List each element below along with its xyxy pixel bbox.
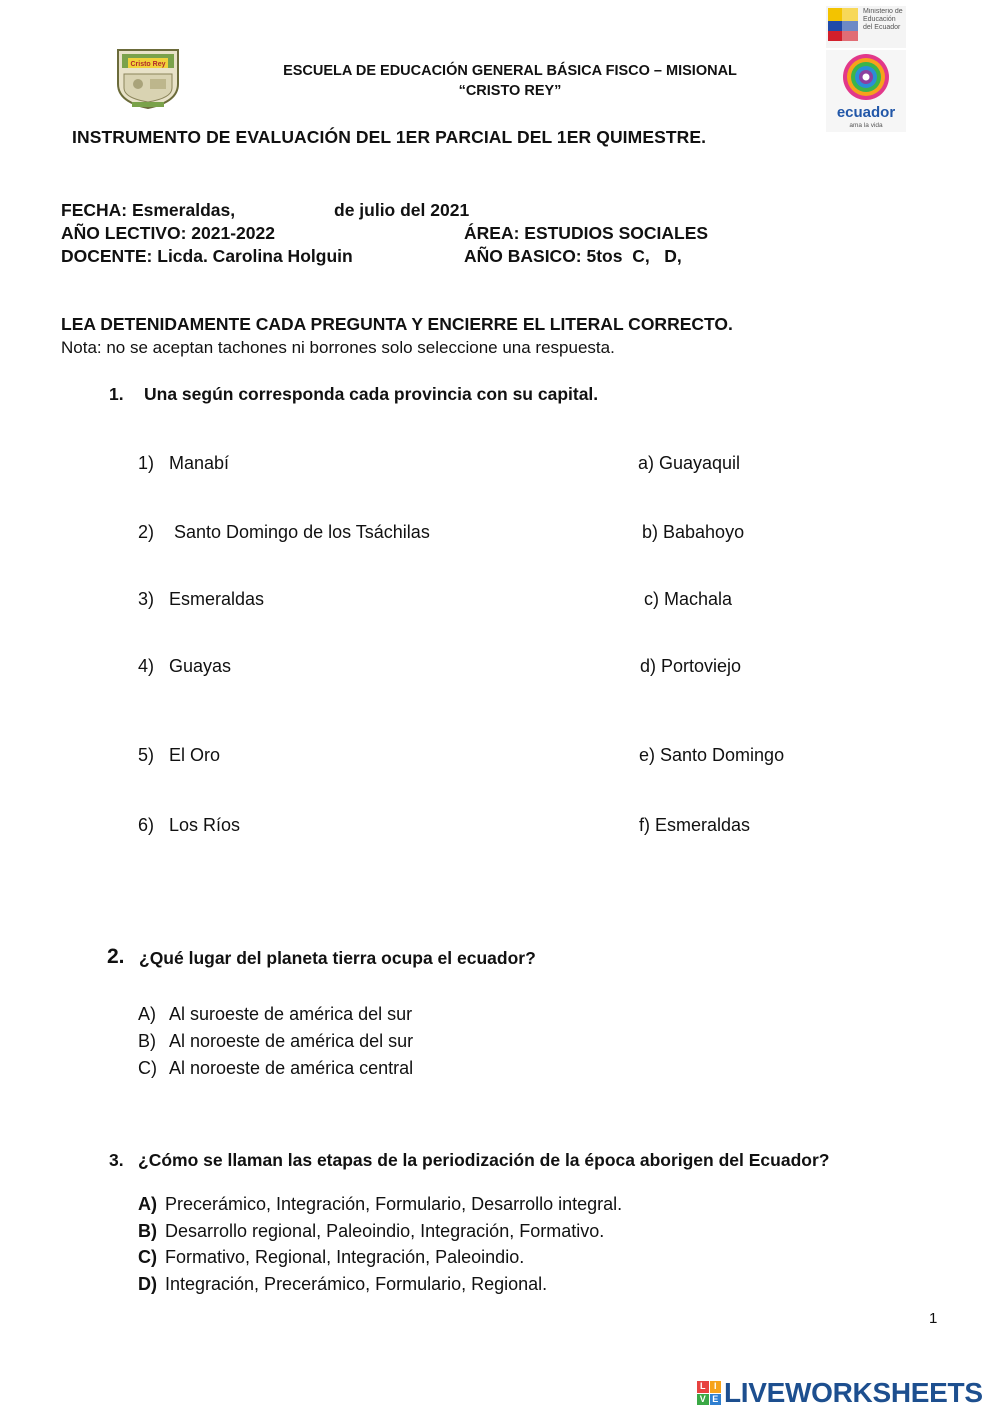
school-name-line2: “CRISTO REY” [458,83,562,99]
q1-left-num: 4) [138,656,155,676]
q2-option-letter: C) [138,1058,157,1078]
ecuador-logo [826,50,906,132]
q1-right-item[interactable]: f) Esmeraldas [639,815,751,835]
q1-left-item[interactable]: Manabí [169,453,230,473]
q2-text: ¿Qué lugar del planeta tierra ocupa el ecuador? [139,948,536,968]
q1-number: 1. [109,384,124,404]
q1-left-item[interactable]: Los Ríos [169,815,241,835]
q3-option[interactable]: Desarrollo regional, Paleoindio, Integración, Formativo. [165,1221,605,1241]
q1-left-item[interactable]: Esmeraldas [169,589,265,609]
q1-right-item[interactable]: a) Guayaquil [638,453,741,473]
anio-lectivo: AÑO LECTIVO: 2021-2022 [61,223,275,243]
q3-option-letter: A) [138,1194,157,1214]
q2-option[interactable]: Al noroeste de américa central [169,1058,414,1078]
cube-letter: I [710,1381,722,1393]
liveworksheets-logo[interactable] [697,1376,983,1410]
cube-letter: V [697,1394,709,1406]
q3-number: 3. [109,1150,124,1170]
q3-option-letter: D) [138,1274,157,1294]
q1-left-item[interactable]: Santo Domingo de los Tsáchilas [169,522,430,542]
school-name-line1: ESCUELA DE EDUCACIÓN GENERAL BÁSICA FISCO – MISIONAL [283,63,737,79]
q3-option-letter: C) [138,1247,157,1267]
q2-option-letter: B) [138,1031,156,1051]
q1-left-num: 1) [138,453,155,473]
q1-left-item[interactable]: Guayas [169,656,232,676]
docente: DOCENTE: Licda. Carolina Holguin [61,246,353,266]
instrument-title: INSTRUMENTO DE EVALUACIÓN DEL 1ER PARCIAL DEL 1ER QUIMESTRE. [72,127,707,147]
q1-left-num: 6) [138,815,155,835]
q1-left-item[interactable]: El Oro [169,745,221,765]
q3-option[interactable]: Integración, Precerámico, Formulario, Regional. [165,1274,548,1294]
q2-number: 2. [107,945,125,968]
liveworksheets-cube-icon [697,1381,721,1405]
svg-text:ama la vida: ama la vida [849,122,883,129]
q1-right-item[interactable]: e) Santo Domingo [639,745,785,765]
fecha-rest: de julio del 2021 [334,200,470,220]
ministry-logo-text: Ministerio de Educación del Ecuador [863,8,903,31]
q1-left-num: 5) [138,745,155,765]
q2-option[interactable]: Al suroeste de américa del sur [169,1004,413,1024]
ministry-logo [826,4,906,50]
liveworksheets-text: LIVEWORKSHEETS [724,1377,983,1408]
svg-text:ecuador: ecuador [836,104,896,121]
q1-right-item[interactable]: d) Portoviejo [640,656,742,676]
q3-text: ¿Cómo se llaman las etapas de la periodización de la época aborigen del Ecuador? [138,1150,830,1170]
fecha-label: FECHA: Esmeraldas, [61,200,236,220]
instructions-main: LEA DETENIDAMENTE CADA PREGUNTA Y ENCIERRE EL LITERAL CORRECTO. [61,314,733,334]
q3-option[interactable]: Formativo, Regional, Integración, Paleoindio. [165,1247,525,1267]
page-number: 1 [929,1310,938,1327]
area: ÁREA: ESTUDIOS SOCIALES [464,223,709,243]
q3-option[interactable]: Precerámico, Integración, Formulario, Desarrollo integral. [165,1194,623,1214]
q1-text: Una según corresponda cada provincia con su capital. [144,384,599,404]
svg-text:Cristo Rey: Cristo Rey [130,61,166,68]
q2-option[interactable]: Al noroeste de américa del sur [169,1031,414,1051]
instructions-note: Nota: no se aceptan tachones ni borrones solo seleccione una respuesta. [61,338,615,357]
q1-right-item[interactable]: c) Machala [644,589,733,609]
q1-right-item[interactable]: b) Babahoyo [642,522,745,542]
cube-letter: E [710,1394,722,1406]
q1-left-num: 3) [138,589,155,609]
q2-option-letter: A) [138,1004,156,1024]
anio-basico: AÑO BASICO: 5tos C, D, [464,246,682,266]
q3-option-letter: B) [138,1221,157,1241]
cube-letter: L [697,1381,709,1393]
q1-left-num: 2) [138,522,155,542]
